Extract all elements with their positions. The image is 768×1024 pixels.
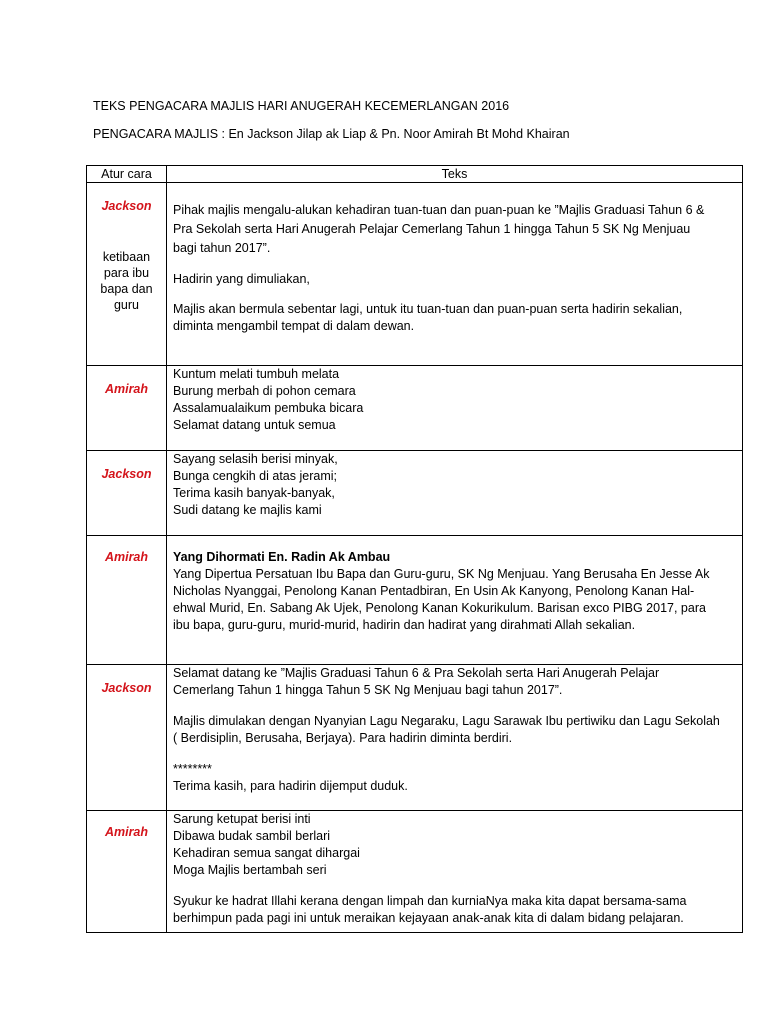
speaker-name: Jackson [101,467,152,481]
table-row [87,665,743,811]
note-line: bapa dan [100,282,153,296]
text-cell [167,536,743,665]
speaker-note [87,249,166,313]
table-row [87,366,743,451]
text-line: Sudi datang ke majlis kami [173,503,322,517]
note-line: ketibaan [102,250,151,264]
text-line: Majlis akan bermula sebentar lagi, untuk itu tuan-tuan dan puan-puan serta hadirin sekalian, [173,302,683,316]
speaker-name: Amirah [104,382,149,396]
speaker-cell [87,536,167,665]
text-line: Terima kasih, para hadirin dijemput duduk. [173,779,408,793]
text-line: Burung merbah di pohon cemara [173,384,356,398]
text-line: berhimpun pada pagi ini untuk meraikan kejayaan anak-anak kita di dalam bidang pelajaran. [173,911,684,925]
speaker-cell [87,811,167,933]
text-line: Yang Dipertua Persatuan Ibu Bapa dan Guru-guru, SK Ng Menjuau. Yang Berusaha En Jesse Ak [173,567,710,581]
header-atur-cara: Atur cara [87,166,167,183]
text-line: Syukur ke hadrat Illahi kerana dengan limpah dan kurniaNya maka kita dapat bersama-sama [173,894,687,908]
script-table [86,165,743,933]
text-line: Yang Dihormati En. Radin Ak Ambau [173,550,391,564]
text-line: Selamat datang ke ”Majlis Graduasi Tahun 6 & Pra Sekolah serta Hari Anugerah Pelajar [173,666,660,680]
text-line: Dibawa budak sambil berlari [173,829,331,843]
table-row [87,451,743,536]
table-row [87,183,743,366]
table-row [87,811,743,933]
text-line: Cemerlang Tahun 1 hingga Tahun 5 SK Ng Menjuau bagi tahun 2017”. [173,683,563,697]
text-line: diminta mengambil tempat di dalam dewan. [173,319,415,333]
text-cell [167,811,743,933]
text-line: Assalamualaikum pembuka bicara [173,401,364,415]
text-line: Kehadiran semua sangat dihargai [173,846,360,860]
text-cell [167,183,743,366]
text-line: ( Berdisiplin, Berusaha, Berjaya). Para hadirin diminta berdiri. [173,731,513,745]
text-line: Sayang selasih berisi minyak, [173,452,338,466]
emcee-names: PENGACARA MAJLIS : En Jackson Jilap ak Liap & Pn. Noor Amirah Bt Mohd Khairan [93,127,570,141]
text-line: Pihak majlis mengalu-alukan kehadiran tuan-tuan dan puan-puan ke ”Majlis Graduasi Tahun 6 & [173,203,705,217]
text-cell [167,366,743,451]
text-line: Terima kasih banyak-banyak, [173,486,335,500]
text-line: Nicholas Nyanggai, Penolong Kanan Pentadbiran, En Usin Ak Kanyong, Penolong Kanan Hal- [173,584,695,598]
text-line: Majlis dimulakan dengan Nyanyian Lagu Negaraku, Lagu Sarawak Ibu pertiwiku dan Lagu Sekolah [173,714,720,728]
text-line: Kuntum melati tumbuh melata [173,367,340,381]
text-line: Pra Sekolah serta Hari Anugerah Pelajar Cemerlang Tahun 1 hingga Tahun 5 SK Ng Menjuau [173,222,691,236]
text-cell [167,451,743,536]
text-line: Selamat datang untuk semua [173,418,336,432]
table-header-row [87,166,743,183]
header-teks: Teks [167,166,743,183]
speaker-name: Amirah [104,825,149,839]
text-line: ehwal Murid, En. Sabang Ak Ujek, Penolong Kanan Kokurikulum. Barisan exco PIBG 2017, para [173,601,706,615]
speaker-name: Jackson [101,199,152,213]
note-line: guru [113,298,140,312]
text-line: Hadirin yang dimuliakan, [173,272,310,286]
speaker-cell [87,183,167,366]
speaker-name: Amirah [104,550,149,564]
document-title: TEKS PENGACARA MAJLIS HARI ANUGERAH KECEMERLANGAN 2016 [93,99,510,113]
text-line: Sarung ketupat berisi inti [173,812,311,826]
text-line: ******** [173,762,212,776]
speaker-cell [87,366,167,451]
speaker-name: Jackson [101,681,152,695]
text-line: Bunga cengkih di atas jerami; [173,469,337,483]
text-line: Moga Majlis bertambah seri [173,863,327,877]
text-cell [167,665,743,811]
table-row [87,536,743,665]
speaker-cell [87,665,167,811]
text-line: ibu bapa, guru-guru, murid-murid, hadirin dan hadirat yang dirahmati Allah sekalian. [173,618,636,632]
text-line: bagi tahun 2017”. [173,241,271,255]
note-line: para ibu [103,266,150,280]
speaker-cell [87,451,167,536]
